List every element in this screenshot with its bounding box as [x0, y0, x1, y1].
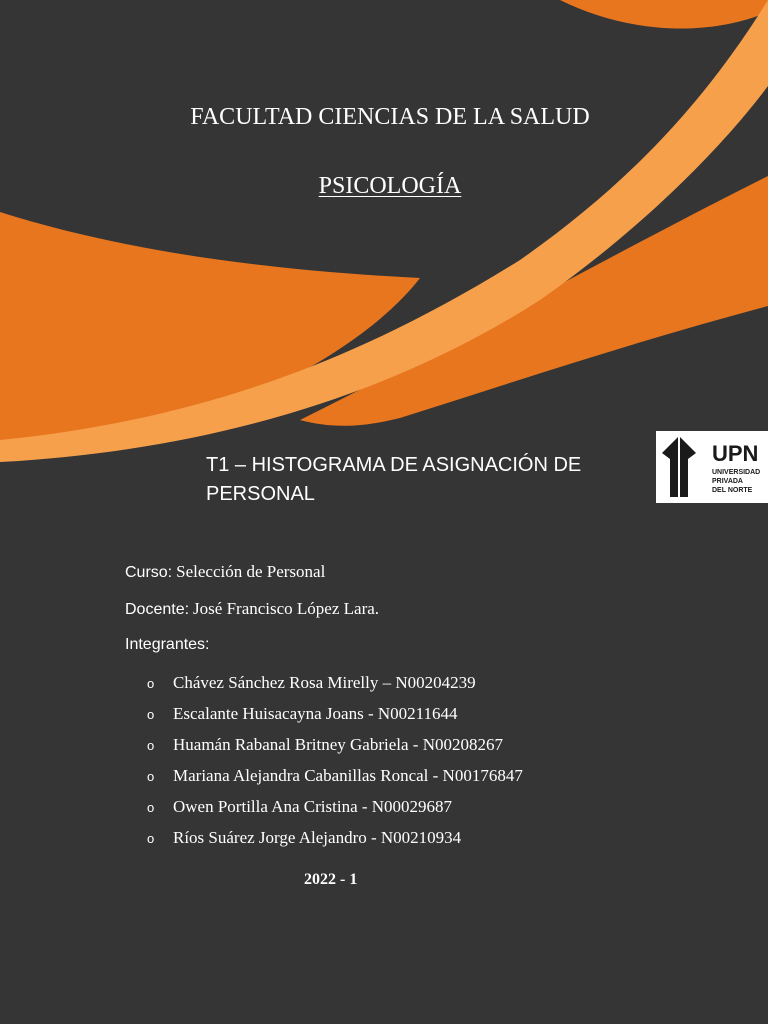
teacher-value: José Francisco López Lara. — [193, 599, 380, 618]
bullet-icon: o — [147, 707, 155, 722]
bullet-icon: o — [147, 738, 155, 753]
list-item — [147, 671, 523, 702]
member-name: Owen Portilla Ana Cristina - N00029687 — [173, 797, 453, 816]
upn-logo — [656, 431, 768, 503]
list-item — [147, 764, 523, 795]
teacher-label: Docente: — [125, 601, 190, 618]
bullet-icon: o — [147, 769, 155, 784]
faculty-title: FACULTAD CIENCIAS DE LA SALUD — [190, 104, 590, 130]
logo-line1: UNIVERSIDAD — [712, 469, 761, 476]
list-item — [147, 733, 523, 764]
upn-arrow-icon — [656, 431, 768, 503]
list-item — [147, 795, 523, 826]
list-item — [147, 826, 523, 857]
career-name: PSICOLOGÍA — [318, 173, 462, 199]
academic-period: 2022 - 1 — [304, 871, 358, 888]
member-name: Ríos Suárez Jorge Alejandro - N00210934 — [173, 828, 462, 847]
teacher-line — [125, 599, 379, 619]
bullet-icon: o — [147, 800, 155, 815]
document-title: T1 – HISTOGRAMA DE ASIGNACIÓN DE PERSONAL — [206, 454, 582, 505]
logo-line2: PRIVADA — [712, 478, 743, 485]
member-name: Mariana Alejandra Cabanillas Roncal - N00176847 — [173, 766, 523, 785]
course-line — [125, 562, 325, 582]
logo-name: UPN — [712, 441, 759, 466]
swoosh-top-corner — [560, 0, 768, 29]
course-label: Curso: — [125, 564, 173, 581]
members-heading — [125, 636, 210, 654]
bullet-icon: o — [147, 676, 155, 691]
list-item — [147, 702, 523, 733]
member-name: Huamán Rabanal Britney Gabriela - N00208267 — [173, 735, 503, 754]
members-label: Integrantes: — [125, 636, 210, 653]
bullet-icon: o — [147, 831, 155, 846]
member-name: Escalante Huisacayna Joans - N00211644 — [173, 704, 458, 723]
member-name: Chávez Sánchez Rosa Mirelly – N00204239 — [173, 673, 476, 692]
course-value: Selección de Personal — [176, 562, 326, 581]
career-title — [150, 171, 630, 201]
members-list — [147, 671, 523, 857]
logo-line3: DEL NORTE — [712, 487, 753, 494]
